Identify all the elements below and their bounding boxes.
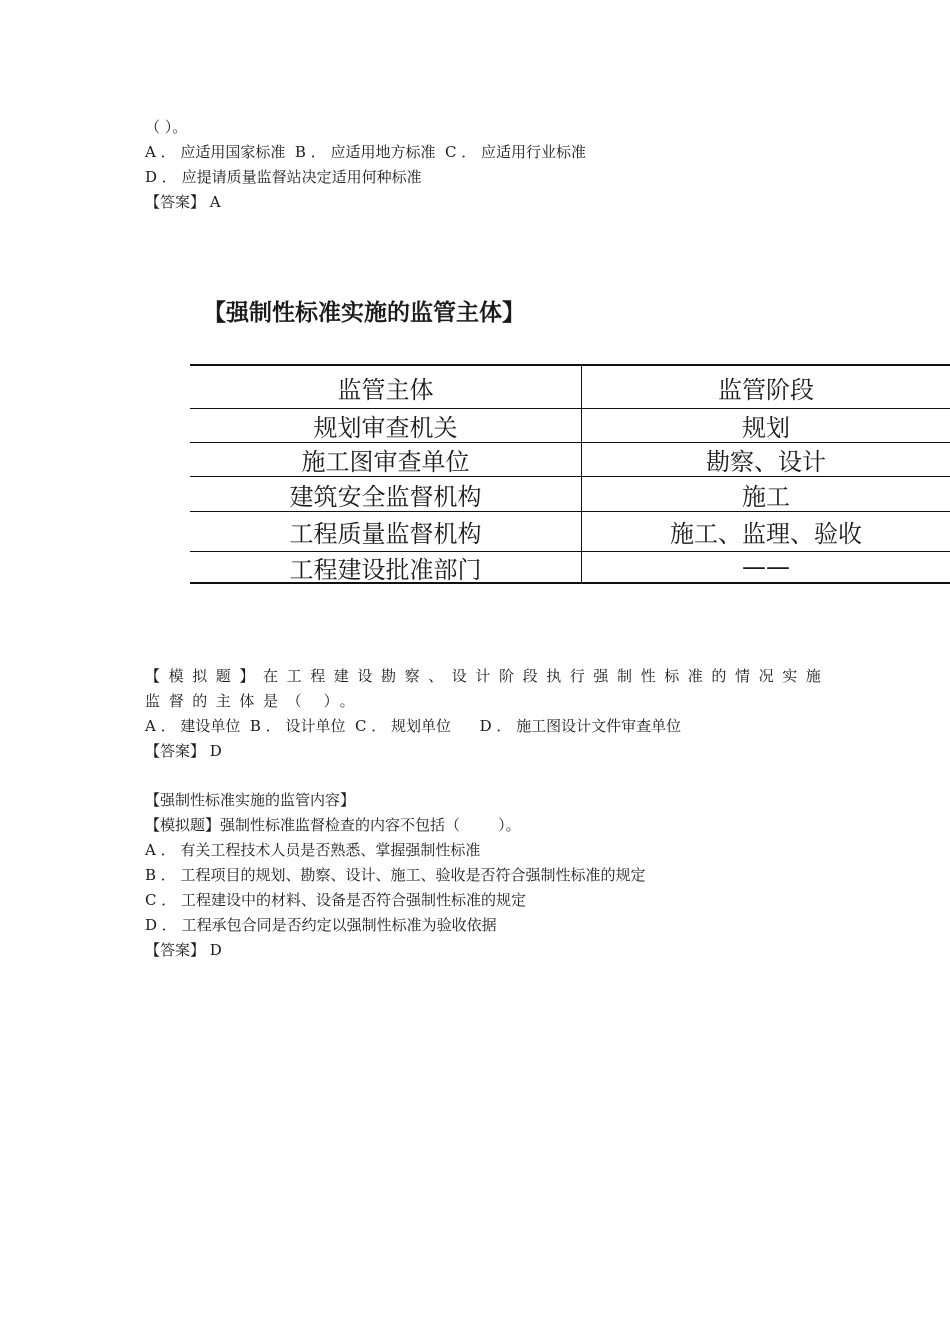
table-cell-subject: 建筑安全监督机构 xyxy=(190,477,582,511)
q3-stem: 【模拟题】强制性标准监督检查的内容不包括（ ）。 xyxy=(145,816,521,834)
table-cell-subject: 规划审查机关 xyxy=(190,409,582,442)
table-row xyxy=(190,443,950,477)
q3-option-b: B ． 工程项目的规划、勘察、设计、施工、验收是否符合强制性标准的规定 xyxy=(145,866,646,884)
table-cell-stage: 施工 xyxy=(742,482,790,511)
q1-stem-tail: （ ）。 xyxy=(145,118,188,136)
q1-options-abc: A ． 应适用国家标准 B ． 应适用地方标准 C ． 应适用行业标准 xyxy=(145,143,587,161)
q1-answer: 【答案】 A xyxy=(145,193,221,211)
table-row xyxy=(190,409,950,443)
table-cell-stage: 规划 xyxy=(742,414,790,442)
q2-stem-line2: 监督的主体是（ ）。 xyxy=(145,692,364,710)
q2-answer: 【答案】 D xyxy=(145,742,222,760)
table-cell-subject: 工程建设批准部门 xyxy=(190,552,582,582)
table-title: 【强制性标准实施的监管主体】 xyxy=(203,300,525,326)
table-cell-subject: 施工图审查单位 xyxy=(190,443,582,476)
table-header-row xyxy=(190,366,950,409)
table-row xyxy=(190,512,950,552)
table-cell-stage: —— xyxy=(742,553,790,581)
q1-option-d: D ． 应提请质量监督站决定适用何种标准 xyxy=(145,168,422,186)
table-cell-subject: 工程质量监督机构 xyxy=(190,512,582,551)
q3-option-a: A ． 有关工程技术人员是否熟悉、掌握强制性标准 xyxy=(145,841,481,859)
supervision-table xyxy=(190,364,950,584)
q2-stem-line1: 【模拟题】在工程建设勘察、设计阶段执行强制性标准的情况实施 xyxy=(145,667,830,685)
table-row xyxy=(190,552,950,582)
q2-options: A ． 建设单位 B ． 设计单位 C ． 规划单位 D ． 施工图设计文件审查单位 xyxy=(145,717,682,735)
table-row xyxy=(190,477,950,512)
q3-option-c: C ． 工程建设中的材料、设备是否符合强制性标准的规定 xyxy=(145,891,527,909)
table-header-subject: 监管主体 xyxy=(190,366,582,408)
table-header-stage: 监管阶段 xyxy=(718,375,814,404)
q3-option-d: D ． 工程承包合同是否约定以强制性标准为验收依据 xyxy=(145,916,497,934)
table-cell-stage: 勘察、设计 xyxy=(706,448,826,476)
q3-answer: 【答案】 D xyxy=(145,941,222,959)
section-heading: 【强制性标准实施的监管内容】 xyxy=(145,791,356,809)
table-cell-stage: 施工、监理、验收 xyxy=(670,520,862,548)
